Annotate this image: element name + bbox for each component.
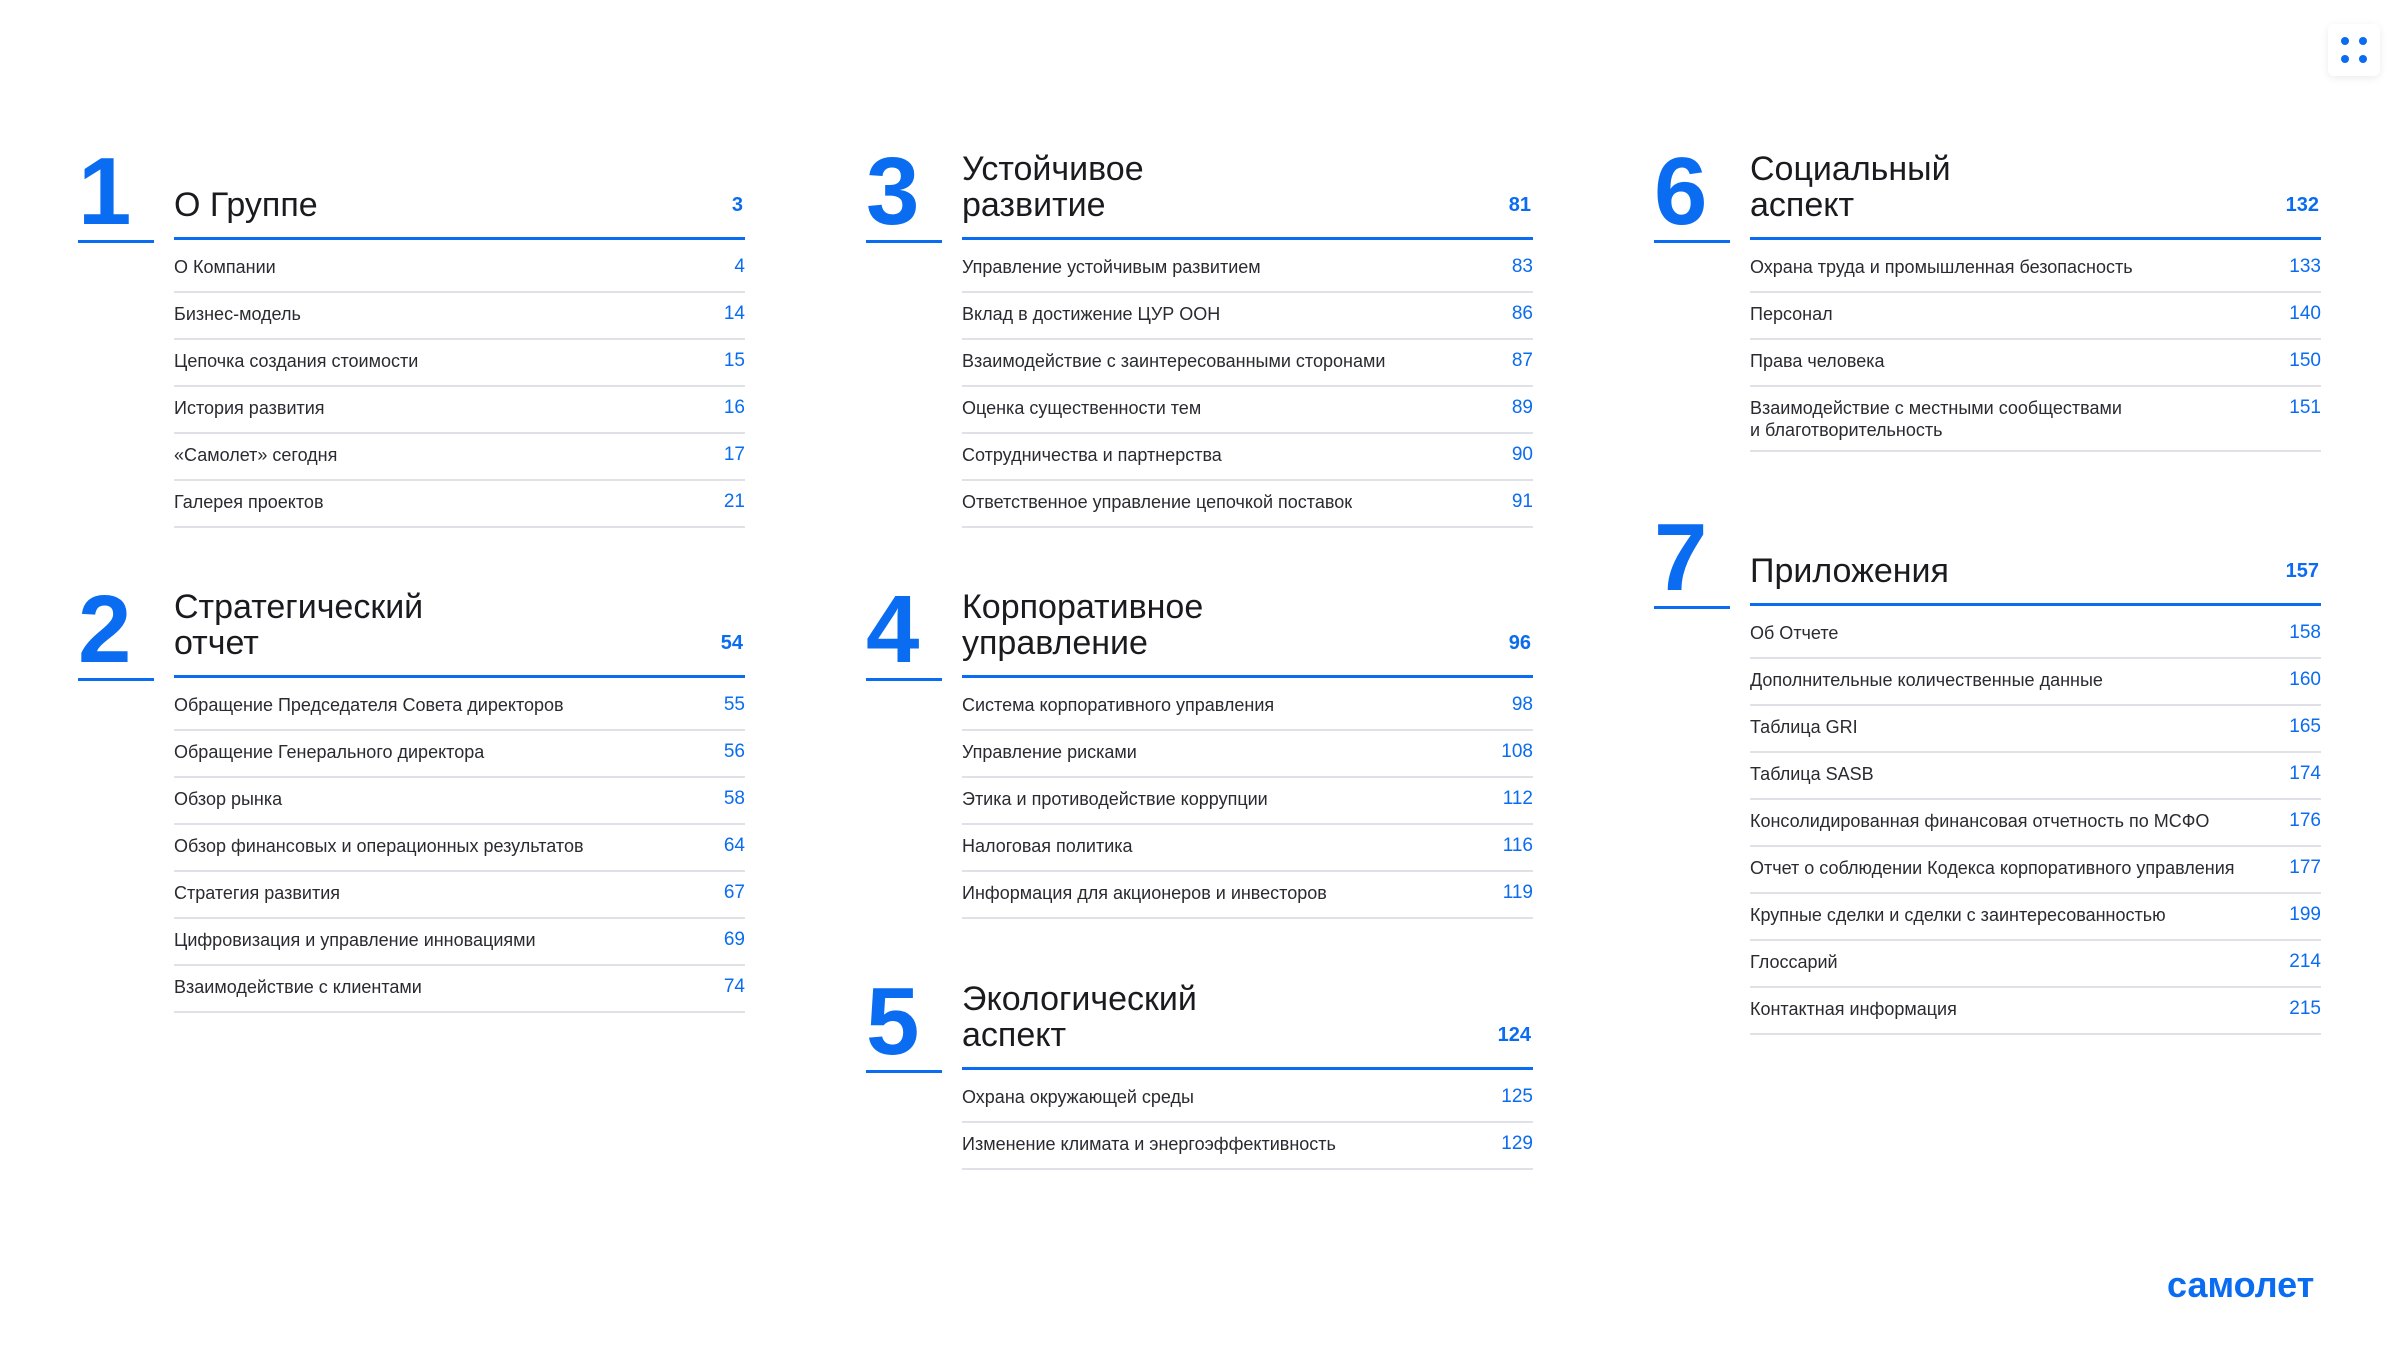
toc-item-page-number: 15: [723, 350, 745, 371]
toc-item-link[interactable]: [1750, 293, 2321, 340]
toc-item-link[interactable]: [962, 434, 1533, 481]
toc-item-page-number: 21: [723, 491, 745, 512]
toc-item-link[interactable]: [1750, 387, 2321, 452]
toc-item-label: Таблица GRI: [1750, 717, 1858, 737]
toc-item-page-number: 67: [723, 882, 745, 903]
toc-item-link[interactable]: [174, 919, 745, 966]
section-title: О Группе: [174, 186, 318, 224]
toc-item-link[interactable]: [1750, 246, 2321, 293]
toc-item-page-number: 158: [2289, 622, 2321, 643]
toc-item-page-number: 58: [723, 788, 745, 809]
toc-item-label: Обзор рынка: [174, 789, 283, 809]
toc-item-label: Таблица SASB: [1750, 764, 1874, 784]
section-title: Стратегический отчет: [174, 588, 424, 662]
toc-item-label: Стратегия развития: [174, 883, 341, 903]
toc-item-page-number: 55: [723, 694, 745, 715]
toc-item-page-number: 199: [2289, 904, 2321, 925]
section-header-link[interactable]: [962, 144, 1533, 240]
toc-item-link[interactable]: [962, 1123, 1533, 1170]
section-title: Экологический аспект: [962, 980, 1197, 1054]
section-item-list: [962, 684, 1533, 919]
section-number: 7: [1654, 510, 1730, 609]
toc-item-page-number: 165: [2289, 716, 2321, 737]
section-header-link[interactable]: [174, 144, 745, 240]
toc-item-label: История развития: [174, 398, 325, 418]
toc-item-label: Обзор финансовых и операционных результатов: [174, 836, 584, 856]
section-number: 3: [866, 144, 942, 243]
toc-item-page-number: 160: [2289, 669, 2321, 690]
toc-item-label: Вклад в достижение ЦУР ООН: [962, 304, 1221, 324]
menu-dot-icon: [2359, 55, 2367, 63]
menu-dot-icon: [2359, 37, 2367, 45]
toc-item-link[interactable]: [174, 481, 745, 528]
section-header-link[interactable]: [962, 974, 1533, 1070]
section-item-list: [1750, 246, 2321, 452]
toc-item-label: Отчет о соблюдении Кодекса корпоративного управления: [1750, 858, 2235, 878]
toc-item-link[interactable]: [1750, 941, 2321, 988]
toc-item-page-number: 119: [1502, 882, 1533, 903]
section-page-number: 54: [720, 632, 743, 654]
section-number: 6: [1654, 144, 1730, 243]
toc-item-link[interactable]: [174, 872, 745, 919]
toc-item-page-number: 90: [1511, 444, 1533, 465]
section-title: Устойчивое развитие: [962, 150, 1144, 224]
section-page-number: 124: [1497, 1024, 1531, 1046]
section-item-list: [962, 1076, 1533, 1170]
toc-item-link[interactable]: [962, 340, 1533, 387]
toc-item-page-number: 64: [723, 835, 745, 856]
toc-item-link[interactable]: [1750, 800, 2321, 847]
toc-item-link[interactable]: [962, 481, 1533, 528]
toc-item-link[interactable]: [1750, 612, 2321, 659]
toc-item-link[interactable]: [962, 825, 1533, 872]
toc-item-link[interactable]: [962, 872, 1533, 919]
section-number: 5: [866, 974, 942, 1073]
toc-item-label: Оценка существенности тем: [962, 398, 1202, 418]
toc-item-page-number: 89: [1511, 397, 1533, 418]
toc-item-link[interactable]: [1750, 847, 2321, 894]
toc-item-label: Система корпоративного управления: [962, 695, 1275, 715]
toc-item-label: Персонал: [1750, 304, 1833, 324]
toc-item-label: Консолидированная финансовая отчетность по МСФО: [1750, 811, 2210, 831]
toc-item-label: Этика и противодействие коррупции: [962, 789, 1268, 809]
section-header-link[interactable]: [1750, 144, 2321, 240]
section-item-list: [1750, 612, 2321, 1035]
toc-item-link[interactable]: [962, 778, 1533, 825]
toc-item-label: Цепочка создания стоимости: [174, 351, 419, 371]
section-page-number: 132: [2285, 194, 2319, 216]
section-page-number: 3: [731, 194, 743, 216]
toc-item-page-number: 98: [1511, 694, 1533, 715]
section-header-link[interactable]: [962, 582, 1533, 678]
toc-item-page-number: 14: [723, 303, 745, 324]
toc-item-page-number: 140: [2289, 303, 2321, 324]
toc-item-label: Налоговая политика: [962, 836, 1133, 856]
toc-item-page-number: 215: [2289, 998, 2321, 1019]
samolet-logo: самолет: [2167, 1264, 2315, 1305]
toc-item-label: О Компании: [174, 257, 276, 277]
toc-item-link[interactable]: [1750, 894, 2321, 941]
toc-item-link[interactable]: [962, 293, 1533, 340]
toc-item-label: Обращение Председателя Совета директоров: [174, 695, 564, 715]
toc-item-label: Управление рисками: [962, 742, 1137, 762]
toc-item-link[interactable]: [174, 246, 745, 293]
section-item-list: [174, 684, 745, 1013]
toc-item-page-number: 151: [2289, 397, 2321, 418]
toc-item-label: Сотрудничества и партнерства: [962, 445, 1222, 465]
toc-item-page-number: 214: [2289, 951, 2321, 972]
toc-item-page-number: 69: [723, 929, 745, 950]
toc-item-page-number: 125: [1501, 1086, 1533, 1107]
toc-item-page-number: 56: [723, 741, 745, 762]
toc-item-link[interactable]: [962, 1076, 1533, 1123]
section-page-number: 157: [2285, 560, 2319, 582]
toc-item-label: Галерея проектов: [174, 492, 324, 512]
toc-item-link[interactable]: [174, 340, 745, 387]
toc-item-label: Охрана труда и промышленная безопасность: [1750, 257, 2133, 277]
toc-item-label: «Самолет» сегодня: [174, 445, 338, 465]
toc-item-link[interactable]: [1750, 753, 2321, 800]
section-item-list: [962, 246, 1533, 528]
section-number: 4: [866, 582, 942, 681]
section-number: 2: [78, 582, 154, 681]
toc-item-label: Изменение климата и энергоэффективность: [962, 1134, 1336, 1154]
toc-item-label: Цифровизация и управление инновациями: [174, 930, 536, 950]
toc-item-page-number: 129: [1501, 1133, 1533, 1154]
toc-item-label: Права человека: [1750, 351, 1885, 371]
toc-item-page-number: 177: [2289, 857, 2321, 878]
toc-item-label: Взаимодействие с местными сообществами и благотворительность: [1750, 398, 2122, 440]
toc-item-label: Дополнительные количественные данные: [1750, 670, 2103, 690]
toc-item-label: Взаимодействие с заинтересованными сторонами: [962, 351, 1386, 371]
section-header-link[interactable]: [174, 582, 745, 678]
toc-item-page-number: 150: [2289, 350, 2321, 371]
toc-item-label: Ответственное управление цепочкой поставок: [962, 492, 1353, 512]
toc-item-link[interactable]: [174, 293, 745, 340]
toc-item-label: Крупные сделки и сделки с заинтересованностью: [1750, 905, 2166, 925]
toc-item-page-number: 83: [1511, 256, 1533, 277]
toc-item-link[interactable]: [174, 387, 745, 434]
toc-item-link[interactable]: [962, 246, 1533, 293]
toc-item-page-number: 87: [1511, 350, 1533, 371]
toc-item-page-number: 174: [2289, 763, 2321, 784]
toc-item-page-number: 133: [2289, 256, 2321, 277]
toc-item-label: Информация для акционеров и инвесторов: [962, 883, 1327, 903]
toc-item-page-number: 91: [1511, 491, 1533, 512]
menu-grid-button[interactable]: [2328, 24, 2380, 76]
toc-item-link[interactable]: [962, 684, 1533, 731]
toc-item-page-number: 176: [2289, 810, 2321, 831]
section-number: 1: [78, 144, 154, 243]
toc-item-link[interactable]: [174, 778, 745, 825]
toc-item-link[interactable]: [174, 434, 745, 481]
toc-item-label: Бизнес-модель: [174, 304, 301, 324]
toc-item-page-number: 116: [1502, 835, 1533, 856]
toc-item-label: Обращение Генерального директора: [174, 742, 485, 762]
toc-item-link[interactable]: [962, 387, 1533, 434]
toc-item-page-number: 74: [723, 976, 745, 997]
toc-item-page-number: 17: [723, 444, 745, 465]
section-header-link[interactable]: [1750, 510, 2321, 606]
toc-item-link[interactable]: [962, 731, 1533, 778]
toc-item-page-number: 112: [1502, 788, 1533, 809]
section-page-number: 81: [1508, 194, 1531, 216]
toc-item-link[interactable]: [174, 684, 745, 731]
toc-item-link[interactable]: [1750, 340, 2321, 387]
toc-item-label: Об Отчете: [1750, 623, 1839, 643]
toc-item-link[interactable]: [174, 731, 745, 778]
toc-item-label: Взаимодействие с клиентами: [174, 977, 422, 997]
menu-dot-icon: [2341, 37, 2349, 45]
toc-item-link[interactable]: [1750, 706, 2321, 753]
section-title: Социальный аспект: [1750, 150, 1951, 224]
section-page-number: 96: [1508, 632, 1531, 654]
toc-item-label: Охрана окружающей среды: [962, 1087, 1194, 1107]
toc-item-label: Контактная информация: [1750, 999, 1957, 1019]
toc-item-page-number: 16: [723, 397, 745, 418]
toc-item-page-number: 4: [734, 256, 745, 277]
toc-item-page-number: 108: [1501, 741, 1533, 762]
toc-item-link[interactable]: [174, 966, 745, 1013]
toc-item-label: Управление устойчивым развитием: [962, 257, 1261, 277]
toc-item-link[interactable]: [174, 825, 745, 872]
toc-item-link[interactable]: [1750, 659, 2321, 706]
menu-dot-icon: [2341, 55, 2349, 63]
section-item-list: [174, 246, 745, 528]
toc-item-link[interactable]: [1750, 988, 2321, 1035]
toc-item-page-number: 86: [1511, 303, 1533, 324]
section-title: Приложения: [1750, 552, 1949, 590]
toc-item-label: Глоссарий: [1750, 952, 1838, 972]
section-title: Корпоративное управление: [962, 588, 1204, 662]
